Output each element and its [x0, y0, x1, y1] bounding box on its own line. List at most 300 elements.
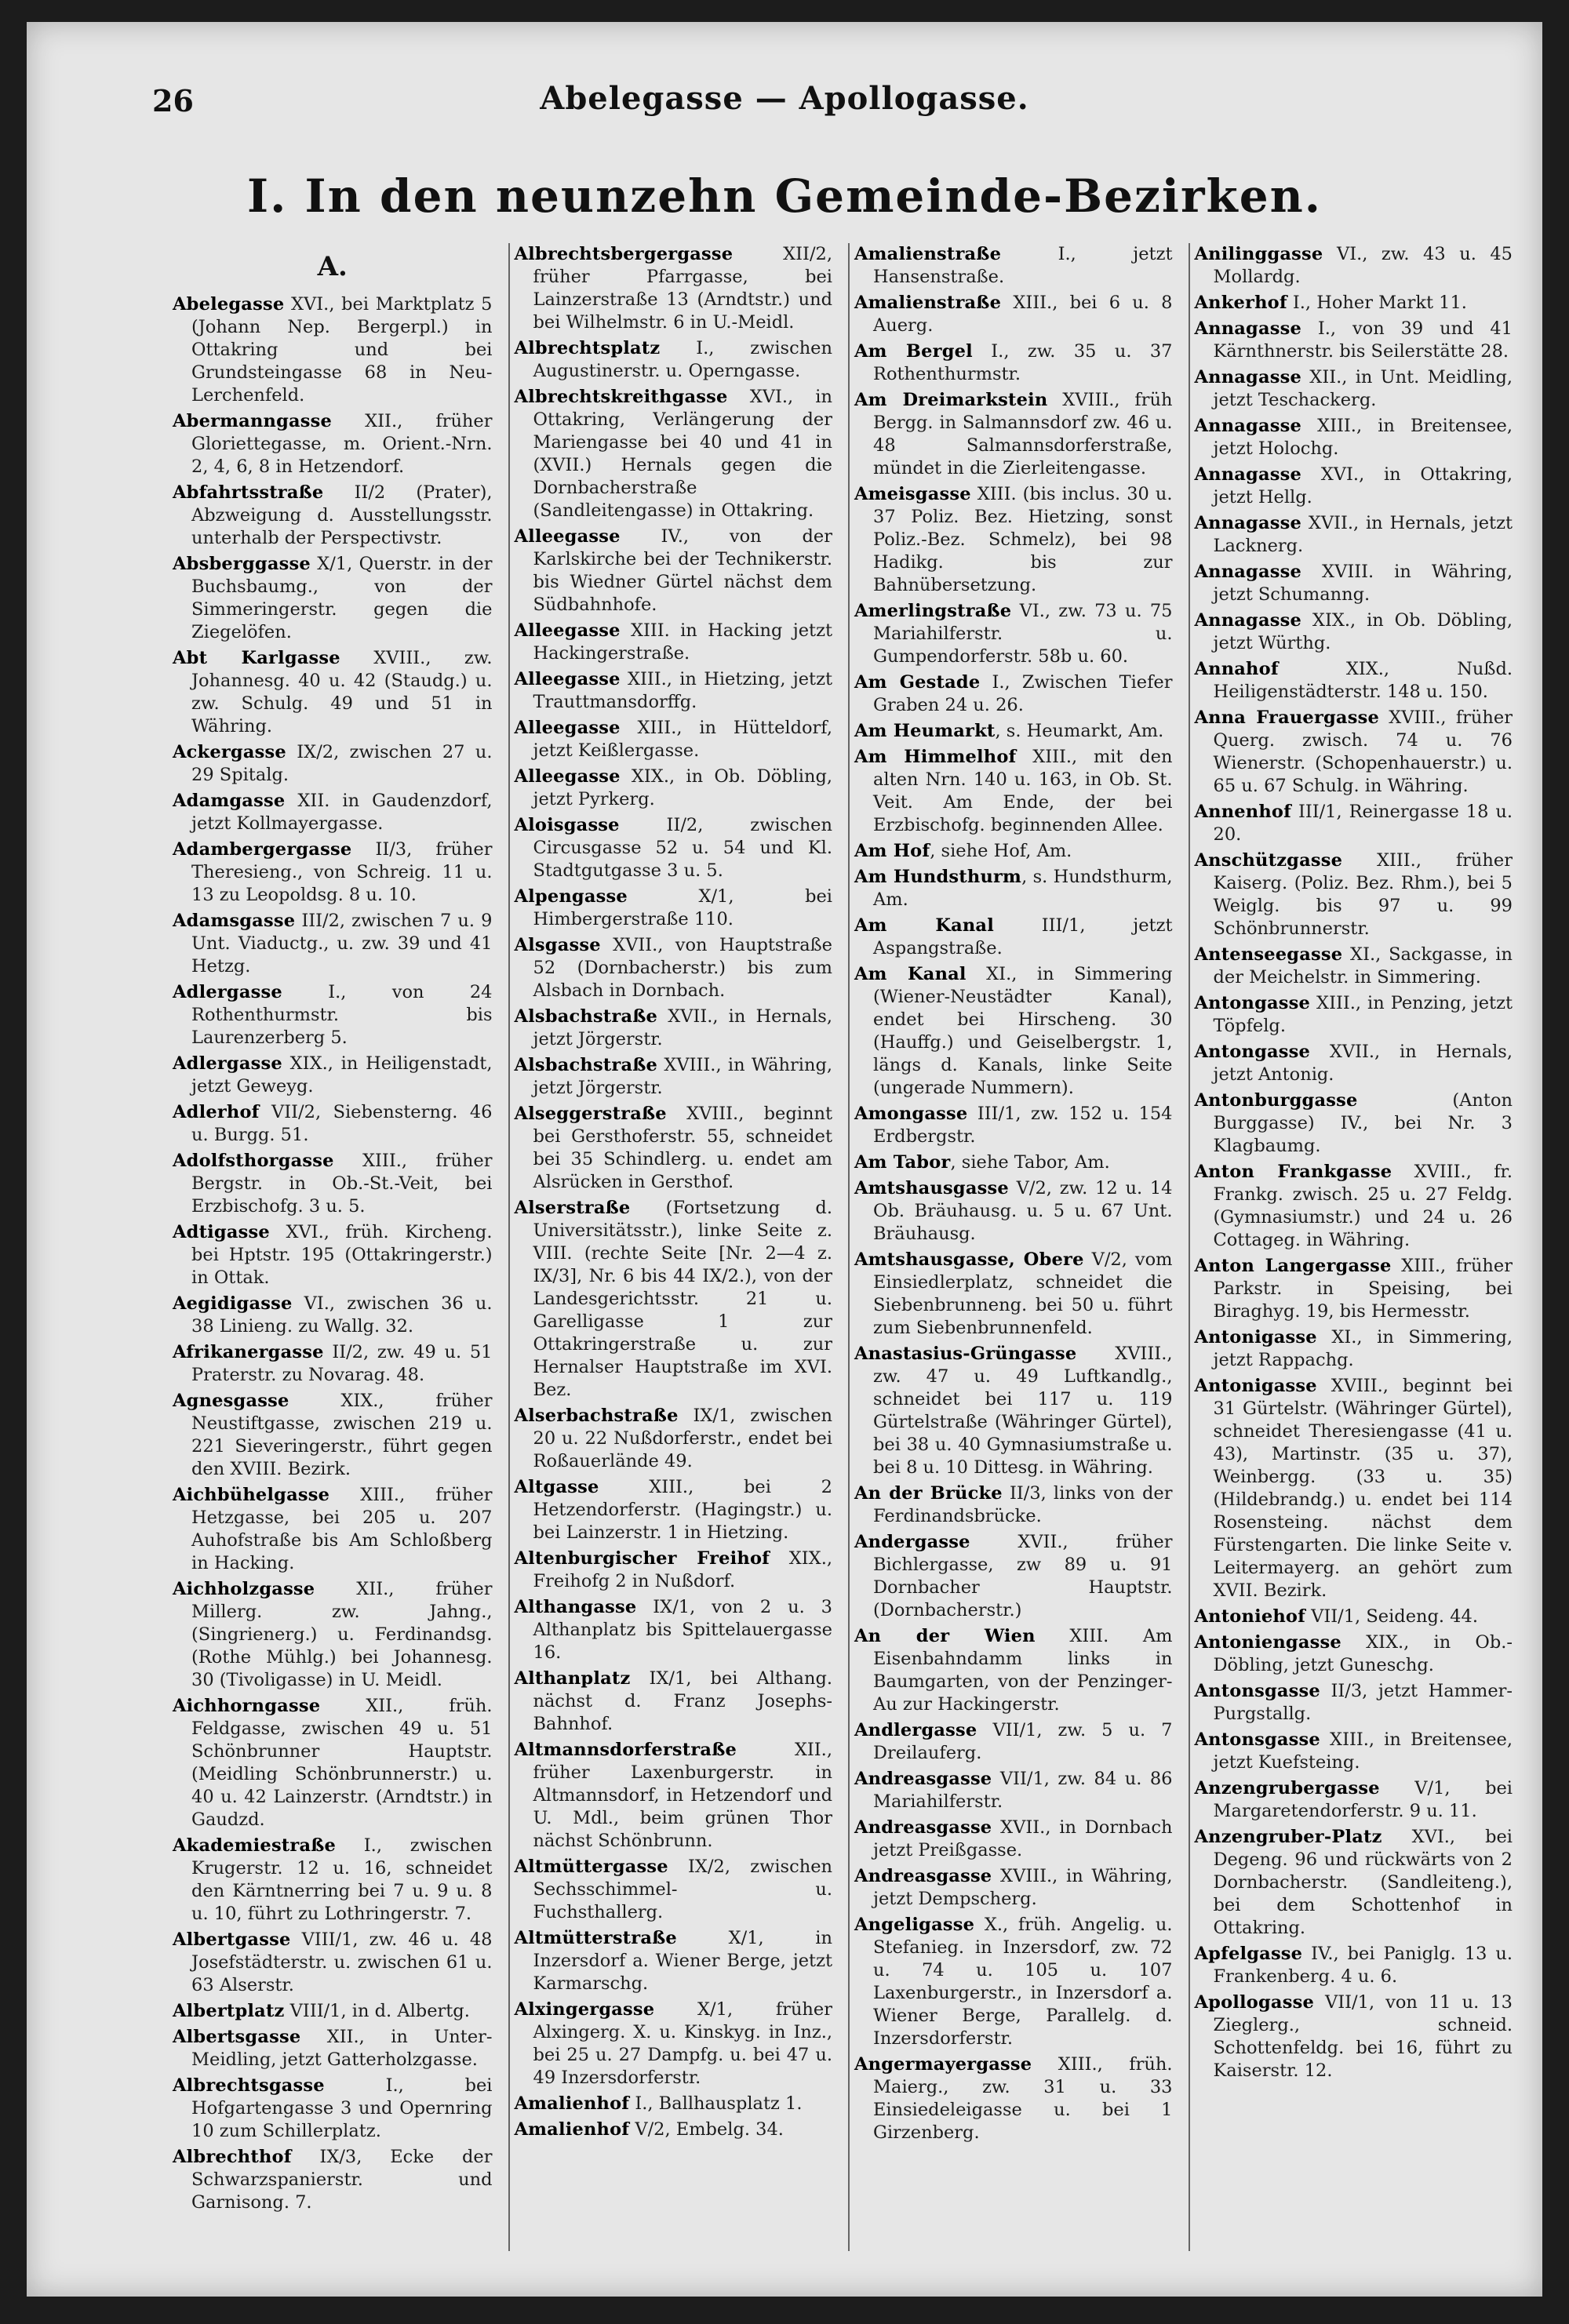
- street-description: XVII., in Dornbach jetzt Preißgasse.: [873, 1817, 1173, 1860]
- street-entry: [854, 671, 1173, 717]
- street-name: Akademiestraße: [173, 1835, 337, 1856]
- street-name: Abermanngasse: [173, 411, 333, 431]
- street-name: Am Bergel: [854, 341, 973, 362]
- street-name: Am Kanal: [854, 915, 994, 936]
- street-description: XVIII., zw. 47 u. 49 Luftkandlg., schneidet bei 117 u. 119 Gürtelstraße (Währinger Gürtel), bei 38 u. 40 Gymnasiumstraße u. bei 8 u. 10 Dittesg. in Währing.: [873, 1344, 1173, 1478]
- street-entry: [173, 1101, 493, 1147]
- street-description: XIII., in Breitensee, jetzt Holochg.: [1213, 416, 1513, 459]
- street-description: V/2, zw. 12 u. 14 Ob. Bräuhausg. u. 5 u. 67 Unt. Bräuhausg.: [873, 1178, 1173, 1244]
- street-name: Amalienhof: [514, 2119, 630, 2140]
- street-name: Antongasse: [1194, 1042, 1311, 1062]
- street-description: XI., Sackgasse, in der Meichelstr. in Simmering.: [1213, 944, 1513, 987]
- street-description: I., von 24 Rothenthurmstr. bis Laurenzerberg 5.: [191, 982, 493, 1048]
- street-name: Adlergasse: [173, 982, 282, 1002]
- street-name: An der Brücke: [854, 1483, 1003, 1504]
- street-description: IX/2, zwischen 27 u. 29 Spitalg.: [191, 742, 493, 785]
- street-description: , s. Heumarkt, Am.: [995, 721, 1164, 741]
- street-entry: [1195, 1089, 1513, 1158]
- street-entry: [854, 1177, 1173, 1246]
- street-entry: [854, 1482, 1173, 1528]
- street-description: X/1, früher Alxingerg. X. u. Kinskyg. in Inz., bei 25 u. 27 Dampfg. u. bei 47 u. 49 Inzersdorferstr.: [533, 1999, 832, 2088]
- street-description: XVI., bei Degeng. 96 und rückwärts von 2 Dornbacherstr. (Sandleiteng.), bei dem Schottenhof in Ottakring.: [1213, 1827, 1513, 1938]
- street-description: , s. Hundsthurm, Am.: [873, 867, 1173, 910]
- street-entry: [515, 1197, 833, 1402]
- street-entry: [173, 553, 493, 644]
- street-description: XII., in Unter-Meidling, jetzt Gatterholzgasse.: [191, 2027, 493, 2070]
- street-entry: [854, 1103, 1173, 1148]
- street-name: Aloisgasse: [514, 815, 620, 835]
- street-description: I., Hoher Markt 11.: [1287, 293, 1467, 313]
- street-description: III/1, jetzt Aspangstraße.: [873, 915, 1173, 958]
- street-entry: [854, 1151, 1173, 1174]
- street-description: XIII., bei 2 Hetzendorferstr. (Hagingstr.) u. bei Lainzerstr. 1 in Hietzing.: [533, 1477, 832, 1543]
- street-description: X/1, in Inzersdorf a. Wiener Berge, jetzt Karmarschg.: [533, 1928, 832, 1994]
- street-entry: [854, 389, 1173, 480]
- street-description: VII/1, zw. 84 u. 86 Mariahilferstr.: [873, 1769, 1173, 1812]
- street-description: XII. in Gaudenzdorf, jetzt Kollmayergasse.: [191, 791, 493, 834]
- street-description: XVII., früher Bichlergasse, zw 89 u. 91 Dornbacher Hauptstr. (Dornbacherstr.): [873, 1532, 1173, 1620]
- street-entry: [515, 526, 833, 616]
- street-name: Aegidigasse: [173, 1293, 293, 1314]
- street-entry: [515, 1103, 833, 1194]
- street-entry: [1195, 243, 1513, 289]
- street-name: Amalienstraße: [854, 244, 1002, 264]
- street-entry: [173, 910, 493, 978]
- street-name: Anilinggasse: [1194, 244, 1323, 264]
- column-1: [168, 243, 497, 2251]
- street-name: Adtigasse: [173, 1222, 270, 1242]
- street-description: XII., früher Gloriettegasse, m. Orient.-Nrn. 2, 4, 6, 8 in Hetzendorf.: [191, 411, 493, 477]
- street-entry: [173, 1150, 493, 1218]
- street-entry: [173, 482, 493, 550]
- street-description: V/2, vom Einsiedlerplatz, schneidet die Siebenbrunneng. bei 50 u. führt zum Siebenbrunnenfeld.: [873, 1249, 1173, 1338]
- street-name: Am Gestade: [854, 672, 981, 693]
- street-description: XVIII., beginnt bei 31 Gürtelstr. (Währinger Gürtel), schneidet Theresiengasse (41 u. 43), Martinstr. (35 u. 37), Weinbergg. (33 u. 35) (Hildebrandg.) u. endet bei 114 Rosensteing. nächst dem Fürstengarten. Die linke Seite v. Leitermayerg. an gehört zum XVII. Bezirk.: [1213, 1376, 1513, 1601]
- street-description: XVIII., zw. Johannesg. 40 u. 42 (Staudg.) u. zw. Schulg. 49 und 51 in Währing.: [191, 648, 493, 736]
- street-entry: [854, 963, 1173, 1100]
- street-description: XVI., in Ottakring, Verlängerung der Mariengasse bei 40 und 41 in (XVII.) Hernals gegen die Dornbacherstraße (Sandleitengasse) in Ottakring.: [533, 387, 832, 521]
- street-entry: [1195, 1631, 1513, 1677]
- column-4: [1189, 243, 1518, 2251]
- street-name: Annagasse: [1194, 367, 1302, 387]
- street-name: Annagasse: [1194, 513, 1302, 533]
- street-name: Alleegasse: [514, 526, 621, 547]
- street-entry: [173, 647, 493, 738]
- street-description: II/3, jetzt Hammer-Purgstallg.: [1213, 1681, 1513, 1724]
- street-description: XIX., Nußd. Heiligenstädterstr. 148 u. 150.: [1213, 659, 1513, 702]
- street-description: IX/1, zwischen 20 u. 22 Nußdorferstr., endet bei Roßauerlände 49.: [533, 1406, 832, 1471]
- street-entry: [515, 668, 833, 714]
- street-description: XIX., in Ob.-Döbling, jetzt Guneschg.: [1213, 1632, 1513, 1675]
- street-entry: [515, 717, 833, 762]
- street-name: Am Heumarkt: [854, 721, 996, 741]
- street-name: Abfahrtsstraße: [173, 482, 324, 503]
- street-description: V/1, bei Margaretendorferstr. 9 u. 11.: [1213, 1778, 1513, 1821]
- street-name: Albrechthof: [173, 2147, 292, 2167]
- street-name: Antonsgasse: [1194, 1729, 1320, 1750]
- street-entry: [854, 915, 1173, 960]
- street-name: Alsbachstraße: [514, 1055, 658, 1075]
- street-description: XIII., mit den alten Nrn. 140 u. 163, in Ob. St. Veit. Am Ende, der bei Erzbischofg. beginnenden Allee.: [873, 747, 1173, 835]
- street-entry: [854, 2053, 1173, 2144]
- street-name: Alsgasse: [514, 935, 601, 955]
- street-entry: [515, 886, 833, 931]
- street-entry: [515, 934, 833, 1002]
- street-entry: [173, 2075, 493, 2143]
- street-name: Anton Langergasse: [1194, 1256, 1392, 1276]
- street-description: I., Zwischen Tiefer Graben 24 u. 26.: [873, 672, 1173, 715]
- street-name: Agnesgasse: [173, 1391, 289, 1411]
- street-entry: [854, 483, 1173, 597]
- street-entry: [854, 1768, 1173, 1813]
- street-description: XIII. in Hacking jetzt Hackingerstraße.: [533, 620, 832, 664]
- street-entry: [1195, 1680, 1513, 1726]
- street-entry: [1195, 1991, 1513, 2082]
- street-entry: [173, 1221, 493, 1289]
- street-entry: [854, 1817, 1173, 1862]
- street-name: Antenseegasse: [1194, 944, 1343, 965]
- street-description: I., zwischen Augustinerstr. u. Operngasse.: [533, 338, 832, 381]
- street-name: Alpengasse: [514, 886, 628, 907]
- street-entry: [854, 600, 1173, 668]
- street-description: XI., in Simmering, jetzt Rappachg.: [1213, 1327, 1513, 1370]
- street-description: II/2, zw. 49 u. 51 Praterstr. zu Novarag. 48.: [191, 1342, 493, 1385]
- street-name: Am Dreimarkstein: [854, 390, 1048, 410]
- street-description: IV., von der Karlskirche bei der Technikerstr. bis Wiedner Gürtel nächst dem Südbahnhofe.: [533, 526, 832, 615]
- street-description: XIII. (bis inclus. 30 u. 37 Poliz. Bez. Hietzing, sonst Poliz.-Bez. Schmelz), bei 98 Hadikg. bis zur Bahnübersetzung.: [873, 484, 1173, 595]
- street-name: Amerlingstraße: [854, 601, 1012, 621]
- street-description: XVII., von Hauptstraße 52 (Dornbacherstr.) bis zum Alsbach in Dornbach.: [533, 935, 832, 1001]
- street-entry: [1195, 849, 1513, 940]
- page-number: 26: [152, 83, 194, 118]
- document-page: [27, 22, 1542, 2297]
- street-entry: [173, 1484, 493, 1575]
- street-entry: [515, 243, 833, 334]
- street-name: Altenburgischer Freihof: [514, 1548, 770, 1569]
- street-entry: [1195, 1729, 1513, 1774]
- street-name: Amalienstraße: [854, 293, 1002, 313]
- street-entry: [173, 1341, 493, 1387]
- street-description: XIII., früher Kaiserg. (Poliz. Bez. Rhm.), bei 5 Weiglg. bis 97 u. 99 Schönbrunnerstr.: [1213, 850, 1513, 939]
- street-description: X., früh. Angelig. u. Stefanieg. in Inzersdorf, zw. 72 u. 74 u. 105 u. 107 Laxenburgerstr., in Inzersdorf a. Wiener Berge, Parallelg. d. Inzersdorferstr.: [873, 1915, 1173, 2049]
- street-name: Alleegasse: [514, 718, 621, 738]
- street-description: XIX., Freihofg 2 in Nußdorf.: [533, 1548, 832, 1591]
- street-description: II/2 (Prater), Abzweigung d. Ausstellungsstr. unterhalb der Perspectivstr.: [191, 482, 493, 548]
- street-description: XII/2, früher Pfarrgasse, bei Lainzerstraße 13 (Arndtstr.) und bei Wilhelmstr. 6 in U.-Meidl.: [533, 244, 832, 333]
- street-name: Annagasse: [1194, 464, 1302, 485]
- street-name: Anschützgasse: [1194, 850, 1343, 871]
- street-description: XII., früher Laxenburgerstr. in Altmannsdorf, in Hetzendorf und U. Mdl., beim grünen Thor nächst Schönbrunn.: [533, 1740, 832, 1851]
- street-description: XVIII., früher Querg. zwisch. 74 u. 76 Wienerstr. (Schopenhauerstr.) u. 65 u. 67 Schulg. in Währing.: [1213, 707, 1513, 796]
- street-entry: [515, 1927, 833, 1995]
- street-description: XII., in Unt. Meidling, jetzt Teschackerg.: [1213, 367, 1513, 410]
- street-description: XVII., in Hernals, jetzt Lacknerg.: [1213, 513, 1513, 556]
- street-description: , siehe Tabor, Am.: [950, 1152, 1110, 1173]
- street-name: Antonigasse: [1194, 1327, 1317, 1347]
- street-description: IX/1, bei Althang. nächst d. Franz Josephs-Bahnhof.: [533, 1668, 832, 1734]
- street-name: Alsbachstraße: [514, 1006, 658, 1027]
- street-entry: [1195, 292, 1513, 315]
- street-entry: [854, 720, 1173, 743]
- street-description: XVI., bei Marktplatz 5 (Johann Nep. Bergerpl.) in Ottakring und bei Grundsteingasse 68 in Neu-Lerchenfeld.: [191, 294, 493, 406]
- street-description: XIX., in Ob. Döbling, jetzt Würthg.: [1213, 610, 1513, 653]
- street-name: Adlergasse: [173, 1053, 282, 1074]
- street-name: Antongasse: [1194, 993, 1311, 1013]
- street-name: Anastasius-Grüngasse: [854, 1344, 1077, 1364]
- street-name: Albrechtsbergergasse: [514, 244, 734, 264]
- street-name: Amtshausgasse: [854, 1178, 1009, 1198]
- street-entry: [854, 1625, 1173, 1716]
- section-letter: A.: [317, 251, 348, 282]
- street-name: Ameisgasse: [854, 484, 971, 504]
- street-name: Am Hof: [854, 841, 930, 861]
- street-description: IX/2, zwischen Sechsschimmel- u. Fuchsthallerg.: [533, 1857, 832, 1922]
- street-name: Am Tabor: [854, 1152, 951, 1173]
- street-description: X/1, Querstr. in der Buchsbaumg., von der Simmeringerstr. gegen die Ziegelöfen.: [191, 554, 493, 642]
- street-description: XVIII., fr. Frankg. zwisch. 25 u. 27 Feldg. (Gymnasiumstr.) und 24 u. 26 Cottageg. in Währing.: [1213, 1162, 1513, 1250]
- column-3: [848, 243, 1178, 2251]
- street-description: I., bei Hofgartengasse 3 und Opernring 10 zum Schillerplatz.: [191, 2075, 493, 2141]
- street-description: II/3, früher Theresieng., von Schreig. 11 u. 13 zu Leopoldsg. 8 u. 10.: [191, 839, 493, 905]
- street-description: XIII., in Hütteldorf, jetzt Keißlergasse.: [533, 718, 832, 761]
- street-name: Alleegasse: [514, 766, 621, 787]
- street-name: Antoniehof: [1194, 1606, 1305, 1627]
- street-name: Althangasse: [514, 1597, 637, 1617]
- street-name: Antonburggasse: [1194, 1090, 1358, 1111]
- street-name: Adolfsthorgasse: [173, 1151, 334, 1171]
- street-name: Annenhof: [1194, 802, 1291, 822]
- street-entry: [1195, 1826, 1513, 1940]
- street-entry: [1195, 1943, 1513, 1988]
- street-name: Alseggerstraße: [514, 1104, 667, 1124]
- street-name: Albrechtskreithgasse: [514, 387, 728, 407]
- street-name: Anzengrubergasse: [1194, 1778, 1380, 1798]
- street-entry: [854, 1249, 1173, 1340]
- street-description: II/2, zwischen Circusgasse 52 u. 54 und Kl. Stadtgutgasse 3 u. 5.: [533, 815, 832, 881]
- street-name: Alserstraße: [514, 1198, 631, 1218]
- street-entry: [854, 1531, 1173, 1622]
- street-description: XVIII., in Währing, jetzt Jörgerstr.: [533, 1055, 832, 1098]
- street-name: Am Kanal: [854, 964, 967, 984]
- street-description: III/1, zw. 152 u. 154 Erdbergstr.: [873, 1104, 1173, 1147]
- street-name: Amongasse: [854, 1104, 968, 1124]
- street-entry: [1195, 318, 1513, 363]
- street-description: III/1, Reinergasse 18 u. 20.: [1213, 802, 1513, 845]
- street-name: Andergasse: [854, 1532, 970, 1552]
- street-name: Andlergasse: [854, 1720, 977, 1740]
- street-name: Althanplatz: [514, 1668, 631, 1689]
- street-entry: [515, 1405, 833, 1473]
- street-name: Andreasgasse: [854, 1769, 992, 1789]
- street-name: Annagasse: [1194, 610, 1302, 631]
- street-entry: [1195, 415, 1513, 460]
- street-entry: [515, 337, 833, 383]
- street-entry: [515, 1668, 833, 1736]
- street-description: XVII., in Hernals, jetzt Antonig.: [1213, 1042, 1513, 1085]
- street-entry: [1195, 801, 1513, 846]
- street-entry: [173, 1053, 493, 1098]
- street-description: XVI., früh. Kircheng. bei Hptstr. 195 (Ottakringerstr.) in Ottak.: [191, 1222, 493, 1288]
- street-name: Antoniengasse: [1194, 1632, 1341, 1653]
- street-name: Anton Frankgasse: [1194, 1162, 1392, 1182]
- street-description: IX/3, Ecke der Schwarzspanierstr. und Garnisong. 7.: [191, 2147, 493, 2213]
- street-name: Annahof: [1194, 659, 1279, 679]
- street-description: (Fortsetzung d. Universitätsstr.), linke Seite z. VIII. (rechte Seite [Nr. 2—4 z. IX/3], Nr. 6 bis 44 IX/2.), von der Landesgerichtsstr. 21 u. Garelligasse 1 zur Ottakringerstraße u. zur Hernalser Hauptstraße im XVI. Bez.: [533, 1198, 832, 1400]
- street-name: Andreasgasse: [854, 1866, 992, 1886]
- street-name: Adambergergasse: [173, 839, 352, 860]
- street-entry: [854, 1865, 1173, 1911]
- street-entry: [173, 981, 493, 1049]
- street-entry: [515, 766, 833, 811]
- street-name: An der Wien: [854, 1626, 1036, 1646]
- street-name: Altmannsdorferstraße: [514, 1740, 737, 1760]
- street-entry: [515, 2093, 833, 2115]
- street-entry: [515, 1548, 833, 1593]
- street-entry: [1195, 992, 1513, 1038]
- street-description: I., von 39 und 41 Kärnthnerstr. bis Seilerstätte 28.: [1213, 318, 1513, 362]
- street-description: XIII., früher Parkstr. in Speising, bei Biraghyg. 19, bis Hermesstr.: [1213, 1256, 1513, 1322]
- street-name: Antonigasse: [1194, 1376, 1317, 1396]
- street-name: Altmüttergasse: [514, 1857, 668, 1877]
- street-name: Adamgasse: [173, 791, 286, 811]
- street-name: Alleegasse: [514, 669, 621, 689]
- street-name: Angeligasse: [854, 1915, 975, 1935]
- street-name: Alxingergasse: [514, 1999, 655, 2020]
- street-name: Antonsgasse: [1194, 1681, 1320, 1701]
- page-title: I. In den neunzehn Gemeinde-Bezirken.: [247, 169, 1322, 223]
- street-description: I., Ballhausplatz 1.: [629, 2093, 803, 2114]
- street-description: XIX., früher Neustiftgasse, zwischen 219 u. 221 Sieveringerstr., führt gegen den XVIII. Bezirk.: [191, 1391, 493, 1479]
- street-entry: [854, 866, 1173, 911]
- street-name: Angermayergasse: [854, 2054, 1032, 2075]
- street-entry: [173, 410, 493, 478]
- street-name: Am Himmelhof: [854, 747, 1017, 767]
- street-description: XIII., in Hietzing, jetzt Trauttmansdorffg.: [533, 669, 832, 712]
- street-name: Abelegasse: [173, 294, 285, 315]
- street-description: XII., früh. Feldgasse, zwischen 49 u. 51 Schönbrunner Hauptstr. (Meidling Schönbrunnerstr.) u. 40 u. 42 Lainzerstr. (Arndtstr.) in Gaudzd.: [191, 1696, 493, 1830]
- street-description: VII/1, zw. 5 u. 7 Dreilauferg.: [873, 1720, 1173, 1763]
- street-entry: [173, 2000, 493, 2023]
- street-description: VIII/1, zw. 46 u. 48 Josefstädterstr. u. zwischen 61 u. 63 Alserstr.: [191, 1929, 493, 1995]
- street-name: Am Hundsthurm: [854, 867, 1022, 887]
- street-name: Andreasgasse: [854, 1817, 992, 1838]
- street-entry: [1195, 707, 1513, 798]
- street-name: Adlerhof: [173, 1102, 260, 1122]
- street-description: I., zw. 35 u. 37 Rothenthurmstr.: [873, 341, 1173, 384]
- street-name: Afrikanergasse: [173, 1342, 324, 1362]
- street-description: I., zwischen Krugerstr. 12 u. 16, schneidet den Kärntnerring bei 7 u. 9 u. 8 u. 10, führt zu Lothringerstr. 7.: [191, 1835, 493, 1924]
- street-name: Absberggasse: [173, 554, 311, 574]
- street-name: Amalienhof: [514, 2093, 630, 2114]
- street-entry: [1195, 609, 1513, 655]
- street-name: Altmütterstraße: [514, 1928, 677, 1948]
- street-name: Ackergasse: [173, 742, 286, 762]
- street-entry: [854, 1719, 1173, 1765]
- street-name: Alserbachstraße: [514, 1406, 679, 1426]
- street-entry: [173, 1293, 493, 1338]
- street-description: X/1, bei Himbergerstraße 110.: [533, 886, 832, 929]
- street-name: Ankerhof: [1194, 293, 1287, 313]
- street-entry: [515, 1476, 833, 1544]
- street-entry: [515, 2119, 833, 2141]
- street-entry: [515, 1054, 833, 1100]
- street-entry: [1195, 1161, 1513, 1252]
- street-description: VII/1, Seideng. 44.: [1305, 1606, 1478, 1627]
- street-entry: [173, 1835, 493, 1926]
- street-name: Alleegasse: [514, 620, 621, 641]
- street-entry: [515, 1856, 833, 1924]
- street-entry: [515, 620, 833, 665]
- street-description: II/3, links von der Ferdinandsbrücke.: [873, 1483, 1173, 1526]
- street-entry: [515, 386, 833, 522]
- street-entry: [173, 1695, 493, 1831]
- street-name: Amtshausgasse, Obere: [854, 1249, 1084, 1270]
- street-description: XIII., früh. Maierg., zw. 31 u. 33 Einsiedeleigasse u. bei 1 Girzenberg.: [873, 2054, 1173, 2143]
- street-entry: [1195, 944, 1513, 989]
- street-name: Adamsgasse: [173, 911, 296, 931]
- street-name: Anzengruber-Platz: [1194, 1827, 1382, 1847]
- street-name: Albertplatz: [173, 2001, 285, 2021]
- street-name: Altgasse: [514, 1477, 599, 1497]
- directory-columns: [168, 243, 1517, 2251]
- street-name: Annagasse: [1194, 416, 1302, 436]
- street-entry: [1195, 1326, 1513, 1372]
- street-entry: [173, 790, 493, 835]
- street-entry: [1195, 658, 1513, 704]
- street-description: XVIII., beginnt bei Gersthoferstr. 55, schneidet bei 35 Schindlerg. u. endet am Alsrücken in Gersthof.: [533, 1104, 832, 1192]
- street-description: XIII., in Breitensee, jetzt Kuefsteing.: [1213, 1729, 1513, 1773]
- street-description: VII/2, Siebensterng. 46 u. Burgg. 51.: [191, 1102, 493, 1145]
- street-entry: [1195, 512, 1513, 558]
- street-entry: [1195, 1041, 1513, 1086]
- street-description: XII., früher Millerg. zw. Jahng., (Singrienerg.) u. Ferdinandsg. (Rothe Mühlg.) bei Johannesg. 30 (Tivoligasse) in U. Meidl.: [191, 1579, 493, 1690]
- street-entry: [1195, 1606, 1513, 1628]
- street-name: Aichhorngasse: [173, 1696, 321, 1716]
- street-name: Aichbühelgasse: [173, 1485, 330, 1505]
- street-description: XVI., in Ottakring, jetzt Hellg.: [1213, 464, 1513, 507]
- street-entry: [173, 741, 493, 787]
- street-description: XVIII. in Währing, jetzt Schumanng.: [1213, 562, 1513, 605]
- street-description: VI., zw. 43 u. 45 Mollardg.: [1213, 244, 1513, 287]
- street-entry: [1195, 366, 1513, 412]
- street-entry: [173, 1390, 493, 1481]
- street-description: XVII., in Hernals, jetzt Jörgerstr.: [533, 1006, 832, 1049]
- street-entry: [1195, 1255, 1513, 1323]
- street-description: VI., zwischen 36 u. 38 Linieng. zu Wallg. 32.: [191, 1293, 493, 1337]
- street-entry: [515, 1998, 833, 2089]
- street-entry: [173, 1578, 493, 1692]
- street-description: XIII., bei 6 u. 8 Auerg.: [873, 293, 1173, 336]
- street-entry: [854, 340, 1173, 386]
- street-entry: [854, 292, 1173, 337]
- street-name: Annagasse: [1194, 562, 1302, 582]
- street-description: (Anton Burggasse) IV., bei Nr. 3 Klagbaumg.: [1213, 1090, 1513, 1156]
- street-description: XIII., früher Bergstr. in Ob.-St.-Veit, bei Erzbischofg. 3 u. 5.: [191, 1151, 493, 1217]
- street-description: , siehe Hof, Am.: [930, 841, 1072, 861]
- street-description: VI., zw. 73 u. 75 Mariahilferstr. u. Gumpendorferstr. 58b u. 60.: [873, 601, 1173, 667]
- street-entry: [854, 1343, 1173, 1479]
- street-entry: [1195, 1777, 1513, 1823]
- street-entry: [854, 840, 1173, 863]
- street-entry: [515, 1006, 833, 1051]
- street-entry: [854, 243, 1173, 289]
- street-entry: [173, 838, 493, 907]
- street-entry: [854, 1914, 1173, 2050]
- street-description: IV., bei Paniglg. 13 u. Frankenberg. 4 u. 6.: [1213, 1944, 1513, 1987]
- street-entry: [515, 1739, 833, 1853]
- street-name: Anna Frauergasse: [1194, 707, 1379, 728]
- street-entry: [854, 746, 1173, 837]
